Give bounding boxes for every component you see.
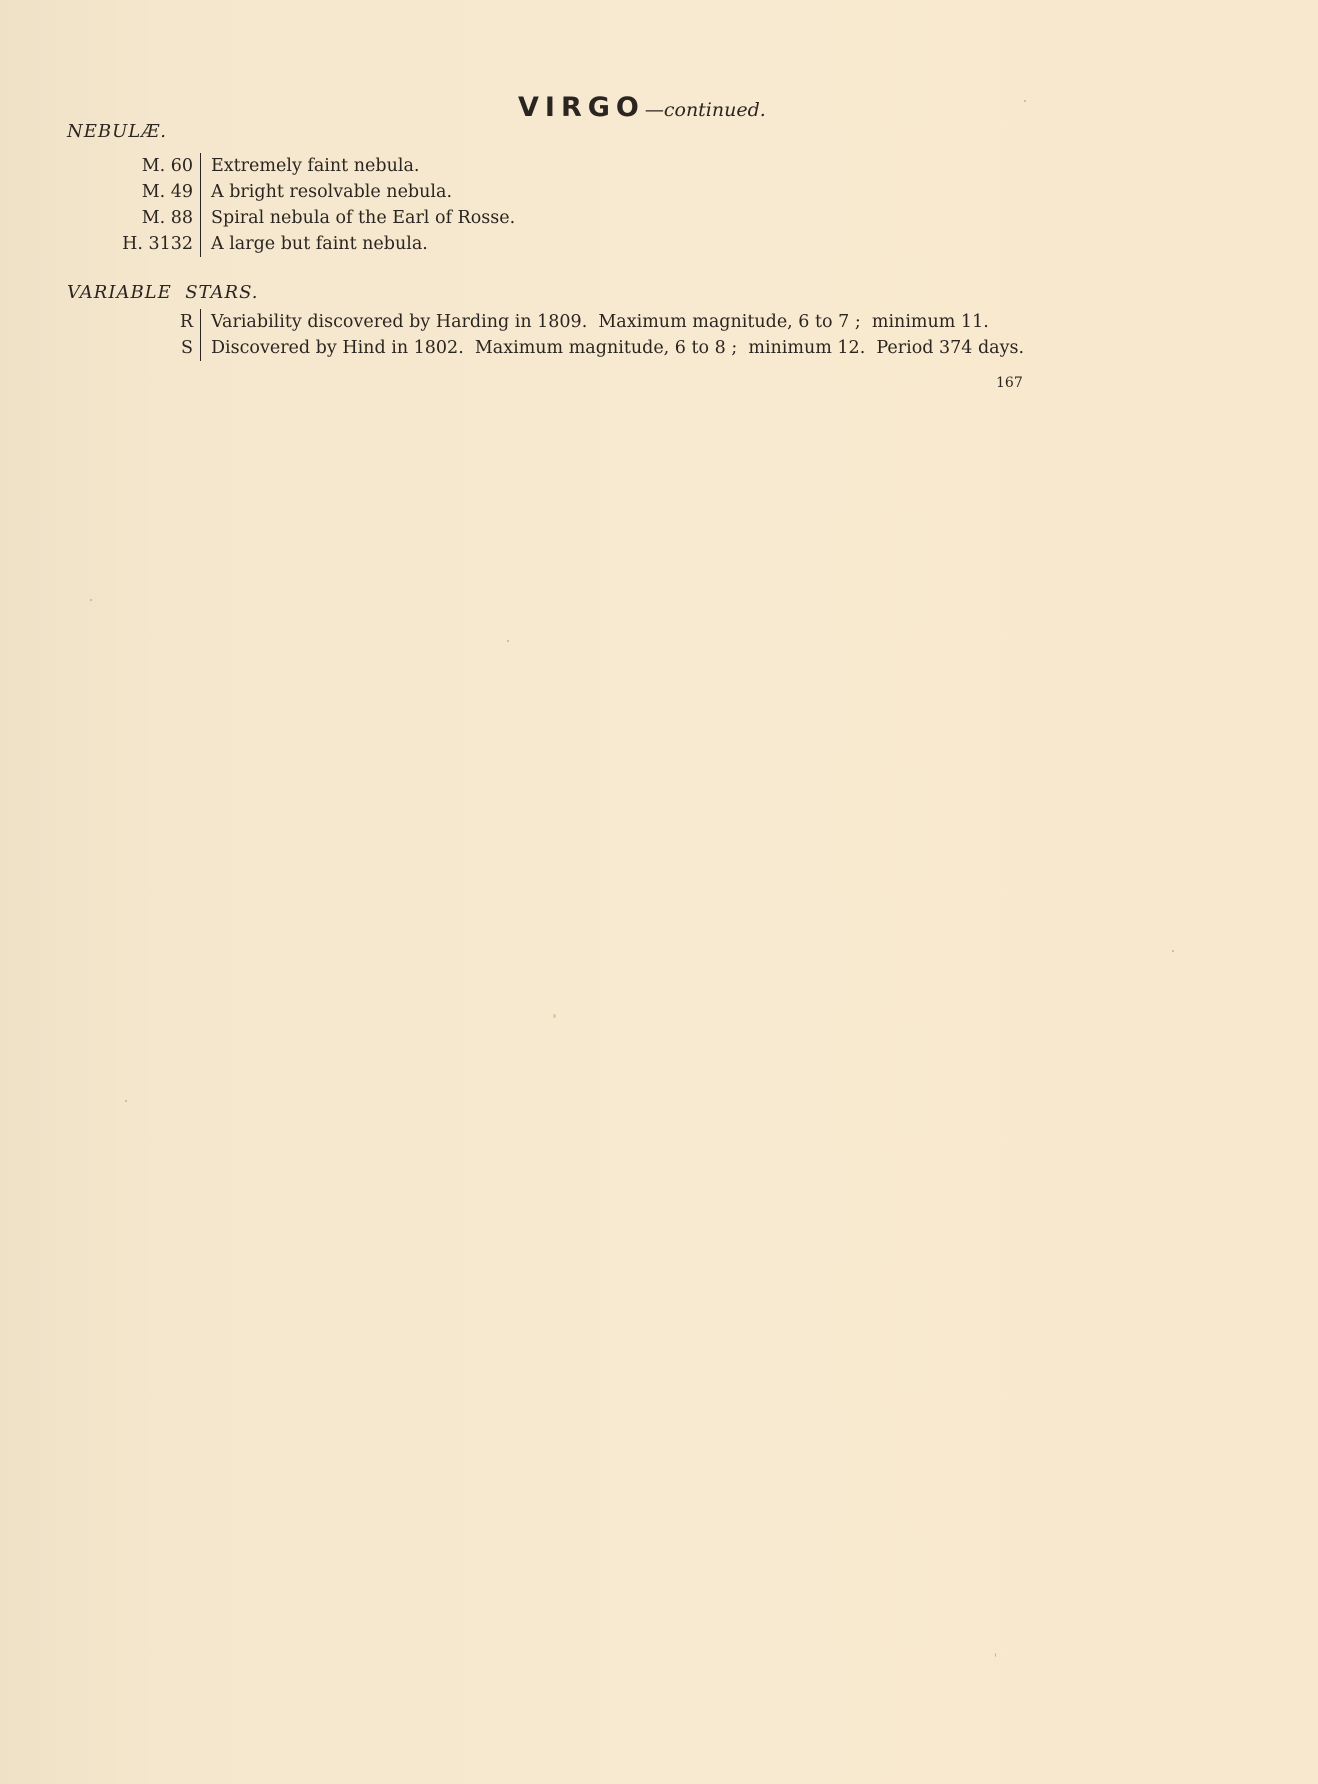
table-row [94, 153, 515, 179]
table-row [94, 309, 1024, 335]
variable-stars-table [94, 309, 1024, 361]
nebulae-table [94, 153, 515, 257]
table-row [94, 231, 515, 257]
paper-speck [125, 1100, 127, 1102]
nebula-designation: M. 88 [94, 205, 201, 231]
nebula-designation: H. 3132 [94, 231, 201, 257]
star-designation: R [94, 309, 201, 335]
paper-speck [553, 1014, 556, 1018]
nebula-description: A bright resolvable nebula. [211, 182, 453, 202]
star-description: Discovered by Hind in 1802. Maximum magnitude, 6 to 8 ; minimum 12. Period 374 days. [211, 338, 1025, 358]
variable-stars-heading: VARIABLE STARS. [67, 282, 259, 303]
paper-speck [507, 640, 509, 642]
nebula-designation: M. 60 [94, 153, 201, 179]
title-continued: —continued. [644, 99, 766, 121]
table-row [94, 179, 515, 205]
paper-speck [90, 599, 92, 601]
nebula-description: Extremely faint nebula. [211, 156, 420, 176]
table-row [94, 335, 1024, 361]
nebulae-heading: NEBULÆ. [67, 121, 167, 142]
star-description: Variability discovered by Harding in 1809. Maximum magnitude, 6 to 7 ; minimum 11. [211, 312, 989, 332]
paper-speck [1172, 950, 1174, 952]
nebula-description: A large but faint nebula. [211, 234, 428, 254]
page-title [518, 92, 766, 123]
constellation-name: VIRGO [518, 92, 645, 123]
star-designation: S [94, 335, 201, 361]
table-row [94, 205, 515, 231]
page-number: 167 [996, 375, 1023, 391]
paper-speck [995, 1653, 996, 1657]
nebula-description: Spiral nebula of the Earl of Rosse. [211, 208, 516, 228]
nebula-designation: M. 49 [94, 179, 201, 205]
paper-speck [1024, 100, 1026, 102]
